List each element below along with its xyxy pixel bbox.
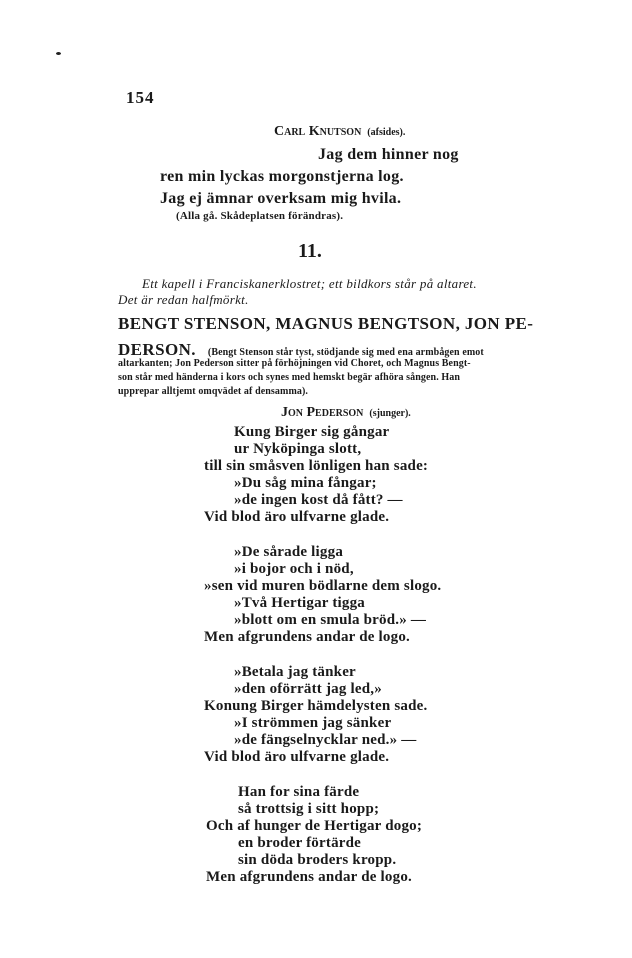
- verse-line: till sin småsven lönligen han sade:: [204, 458, 429, 474]
- stage-direction: (Alla gå. Skådeplatsen förändras).: [176, 210, 344, 222]
- verse-line: Vid blod äro ulfvarne glade.: [204, 509, 390, 525]
- characters-name: DERSON.: [118, 340, 196, 359]
- verse-line: ren min lyckas morgonstjerna log.: [160, 168, 404, 185]
- speaker-heading-carl-knutson: [274, 124, 405, 140]
- characters-line-2: [118, 340, 484, 360]
- speaker-direction: (afsides).: [367, 127, 406, 138]
- verse-line: »den oförrätt jag led,»: [234, 681, 382, 697]
- stage-note-line: altarkanten; Jon Pederson sitter på förhöjningen vid Choret, och Magnus Bengt-: [118, 358, 471, 369]
- verse-line: Jag dem hinner nog: [318, 146, 459, 163]
- speaker-name: Jon Pederson: [281, 405, 364, 420]
- verse-line: Kung Birger sig gångar: [234, 424, 390, 440]
- verse-line: Vid blod äro ulfvarne glade.: [204, 749, 390, 765]
- verse-line: »blott om en smula bröd.» —: [234, 612, 427, 628]
- verse-line: »Två Hertigar tigga: [234, 595, 365, 611]
- speaker-name: Carl Knutson: [274, 124, 362, 139]
- verse-line: så trottsig i sitt hopp;: [238, 801, 380, 817]
- setting-line: Ett kapell i Franciskanerklostret; ett bildkors står på altaret.: [142, 276, 477, 291]
- verse-line: Och af hunger de Hertigar dogo;: [206, 818, 423, 834]
- page-number: 154: [126, 88, 155, 107]
- verse-line: »Betala jag tänker: [234, 664, 356, 680]
- verse-line: Men afgrundens andar de logo.: [206, 869, 412, 885]
- speaker-heading-jon-pederson: [281, 405, 411, 421]
- verse-line: ur Nyköpinga slott,: [234, 441, 362, 457]
- characters-line: BENGT STENSON, MAGNUS BENGTSON, JON PE-: [118, 314, 534, 333]
- verse-line: Konung Birger hämdelysten sade.: [204, 698, 428, 714]
- verse-line: Jag ej ämnar overksam mig hvila.: [160, 190, 402, 207]
- verse-line: en broder förtärde: [238, 835, 362, 851]
- stage-note-line: upprepar alltjemt omqvädet af densamma).: [118, 386, 309, 397]
- verse-line: »Du såg mina fångar;: [234, 475, 377, 491]
- verse-line: sin döda broders kropp.: [238, 852, 397, 868]
- verse-line: »de fängselnycklar ned.» —: [234, 732, 417, 748]
- verse-line: »i bojor och i nöd,: [234, 561, 354, 577]
- verse-line: »De sårade ligga: [234, 544, 344, 560]
- scene-heading: 11.: [298, 240, 322, 262]
- setting-line: Det är redan halfmörkt.: [118, 292, 249, 307]
- verse-line: »I strömmen jag sänker: [234, 715, 392, 731]
- stage-note: (Bengt Stenson står tyst, stödjande sig med ena armbågen emot: [207, 347, 484, 358]
- verse-line: »sen vid muren bödlarne dem slogo.: [204, 578, 442, 594]
- verse-line: Han for sina färde: [238, 784, 360, 800]
- speaker-direction: (sjunger).: [369, 408, 411, 419]
- verse-line: Men afgrundens andar de logo.: [204, 629, 410, 645]
- ink-speck: [56, 52, 61, 55]
- stage-note-line: son står med händerna i kors och synes med hemskt begär afhöra sången. Han: [118, 372, 461, 383]
- verse-line: »de ingen kost då fått? —: [234, 492, 403, 508]
